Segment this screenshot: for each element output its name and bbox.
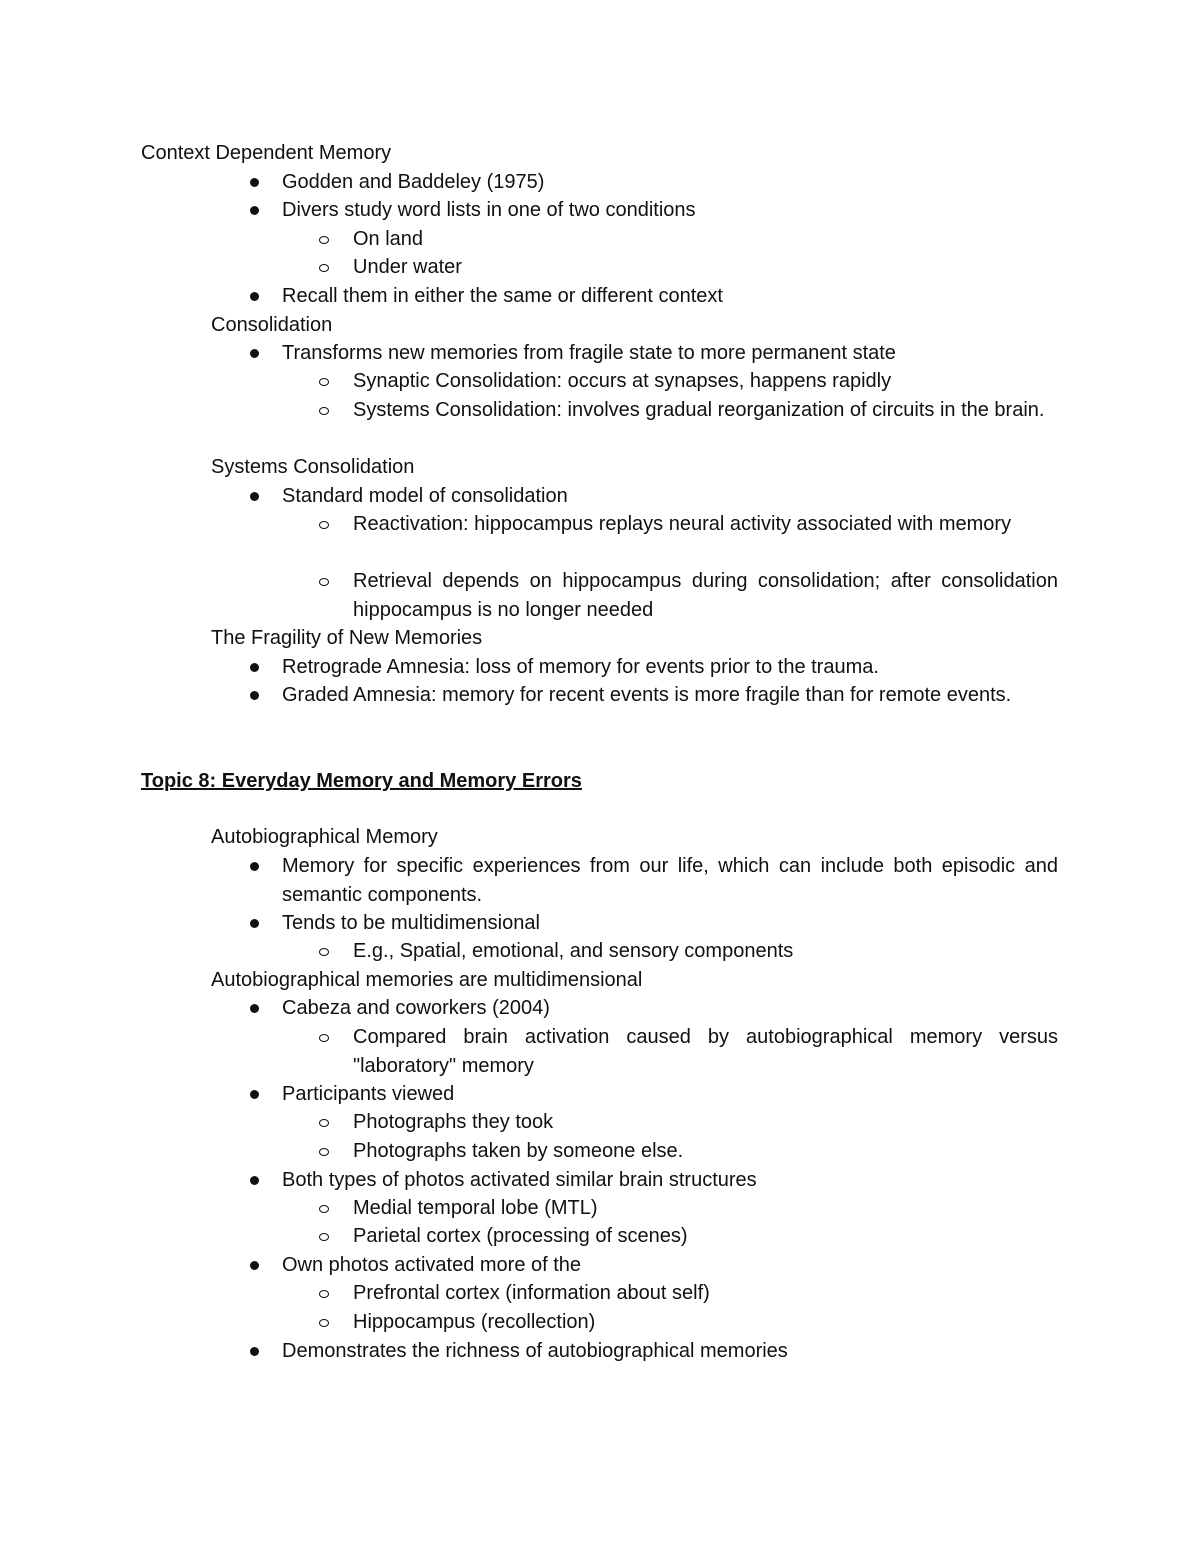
heading-text: Consolidation — [211, 314, 333, 336]
list-item — [282, 339, 896, 368]
bullet-icon — [250, 1176, 259, 1185]
list-item — [282, 168, 544, 197]
sub-list-item — [353, 1308, 595, 1337]
list-item-text: Memory for specific experiences from our life, which can include both episodic and semantic components. — [282, 855, 1058, 906]
list-item-text: Divers study word lists in one of two conditions — [282, 199, 696, 221]
circle-bullet-icon — [319, 378, 329, 386]
sub-list-item-text: Under water — [353, 256, 462, 278]
sub-list-item — [353, 510, 1058, 539]
list-item-text: Cabeza and coworkers (2004) — [282, 997, 550, 1019]
circle-bullet-icon — [319, 1205, 329, 1213]
sub-list-item-text: Hippocampus (recollection) — [353, 1311, 596, 1333]
circle-bullet-icon — [319, 264, 329, 272]
bullet-icon — [250, 1004, 259, 1013]
list-item — [282, 282, 723, 311]
sub-list-item-text: Photographs taken by someone else. — [353, 1140, 684, 1162]
bullet-icon — [250, 1347, 259, 1356]
bullet-icon — [250, 862, 259, 871]
list-item-text: Graded Amnesia: memory for recent events is more fragile than for remote events. — [282, 684, 1012, 706]
section-heading — [211, 311, 332, 340]
bullet-icon — [250, 178, 259, 187]
section-heading — [211, 823, 438, 852]
circle-bullet-icon — [319, 1034, 329, 1042]
sub-list-item-text: Reactivation: hippocampus replays neural activity associated with memory — [353, 513, 1012, 535]
sub-list-item — [353, 225, 423, 254]
list-item-text: Own photos activated more of the — [282, 1254, 582, 1276]
circle-bullet-icon — [319, 578, 329, 586]
list-item-text: Demonstrates the richness of autobiographical memories — [282, 1340, 788, 1362]
circle-bullet-icon — [319, 1148, 329, 1156]
sub-list-item — [353, 1023, 1058, 1080]
list-item — [282, 1337, 788, 1366]
sub-list-item — [353, 1222, 688, 1251]
list-item-text: Both types of photos activated similar brain structures — [282, 1169, 757, 1191]
list-item-text: Godden and Baddeley (1975) — [282, 171, 545, 193]
sub-list-item-text: Parietal cortex (processing of scenes) — [353, 1225, 688, 1247]
sub-list-item — [353, 396, 1058, 425]
list-item — [282, 1251, 581, 1280]
circle-bullet-icon — [319, 1319, 329, 1327]
sub-list-item — [353, 1137, 683, 1166]
bullet-icon — [250, 492, 259, 501]
sub-list-item-text: Medial temporal lobe (MTL) — [353, 1197, 598, 1219]
circle-bullet-icon — [319, 521, 329, 529]
list-item — [282, 1080, 454, 1109]
section-heading — [211, 624, 482, 653]
list-item-text: Standard model of consolidation — [282, 485, 568, 507]
sub-list-item — [353, 1279, 710, 1308]
sub-list-item — [353, 1194, 598, 1223]
section-heading — [211, 453, 414, 482]
heading-text: Autobiographical Memory — [211, 826, 438, 848]
sub-list-item-text: Synaptic Consolidation: occurs at synapses, happens rapidly — [353, 370, 892, 392]
list-item-text: Recall them in either the same or different context — [282, 285, 723, 307]
section-heading — [141, 139, 391, 168]
list-item — [282, 1166, 757, 1195]
bullet-icon — [250, 349, 259, 358]
bullet-icon — [250, 691, 259, 700]
sub-list-item — [353, 937, 793, 966]
sub-list-item — [353, 1108, 553, 1137]
bullet-icon — [250, 1261, 259, 1270]
list-item-text: Tends to be multidimensional — [282, 912, 540, 934]
bullet-icon — [250, 292, 259, 301]
list-item — [282, 909, 540, 938]
section-heading — [211, 966, 642, 995]
circle-bullet-icon — [319, 1233, 329, 1241]
list-item — [282, 196, 696, 225]
sub-list-item — [353, 567, 1058, 624]
sub-list-item-text: Systems Consolidation: involves gradual reorganization of circuits in the brain. — [353, 399, 1045, 421]
list-item-text: Retrograde Amnesia: loss of memory for events prior to the trauma. — [282, 656, 879, 678]
list-item — [282, 852, 1058, 909]
bullet-icon — [250, 206, 259, 215]
heading-text: Systems Consolidation — [211, 456, 415, 478]
list-item — [282, 681, 1058, 710]
list-item — [282, 653, 879, 682]
list-item — [282, 994, 550, 1023]
sub-list-item — [353, 253, 462, 282]
heading-text: Context Dependent Memory — [141, 142, 392, 164]
list-item-text: Participants viewed — [282, 1083, 455, 1105]
heading-text: Autobiographical memories are multidimensional — [211, 969, 643, 991]
bullet-icon — [250, 919, 259, 928]
circle-bullet-icon — [319, 1290, 329, 1298]
sub-list-item-text: E.g., Spatial, emotional, and sensory components — [353, 940, 794, 962]
topic-title: Topic 8: Everyday Memory and Memory Errors — [141, 770, 582, 792]
sub-list-item-text: Prefrontal cortex (information about self) — [353, 1282, 710, 1304]
circle-bullet-icon — [319, 1119, 329, 1127]
circle-bullet-icon — [319, 948, 329, 956]
bullet-icon — [250, 1090, 259, 1099]
sub-list-item-text: Photographs they took — [353, 1111, 554, 1133]
sub-list-item-text: Retrieval depends on hippocampus during consolidation; after consolidation hippocampus is no longer needed — [353, 570, 1058, 621]
sub-list-item-text: On land — [353, 228, 424, 250]
circle-bullet-icon — [319, 236, 329, 244]
list-item — [282, 482, 568, 511]
bullet-icon — [250, 663, 259, 672]
sub-list-item — [353, 367, 891, 396]
sub-list-item-text: Compared brain activation caused by autobiographical memory versus "laboratory" memory — [353, 1026, 1058, 1077]
circle-bullet-icon — [319, 407, 329, 415]
list-item-text: Transforms new memories from fragile state to more permanent state — [282, 342, 896, 364]
heading-text: The Fragility of New Memories — [211, 627, 483, 649]
